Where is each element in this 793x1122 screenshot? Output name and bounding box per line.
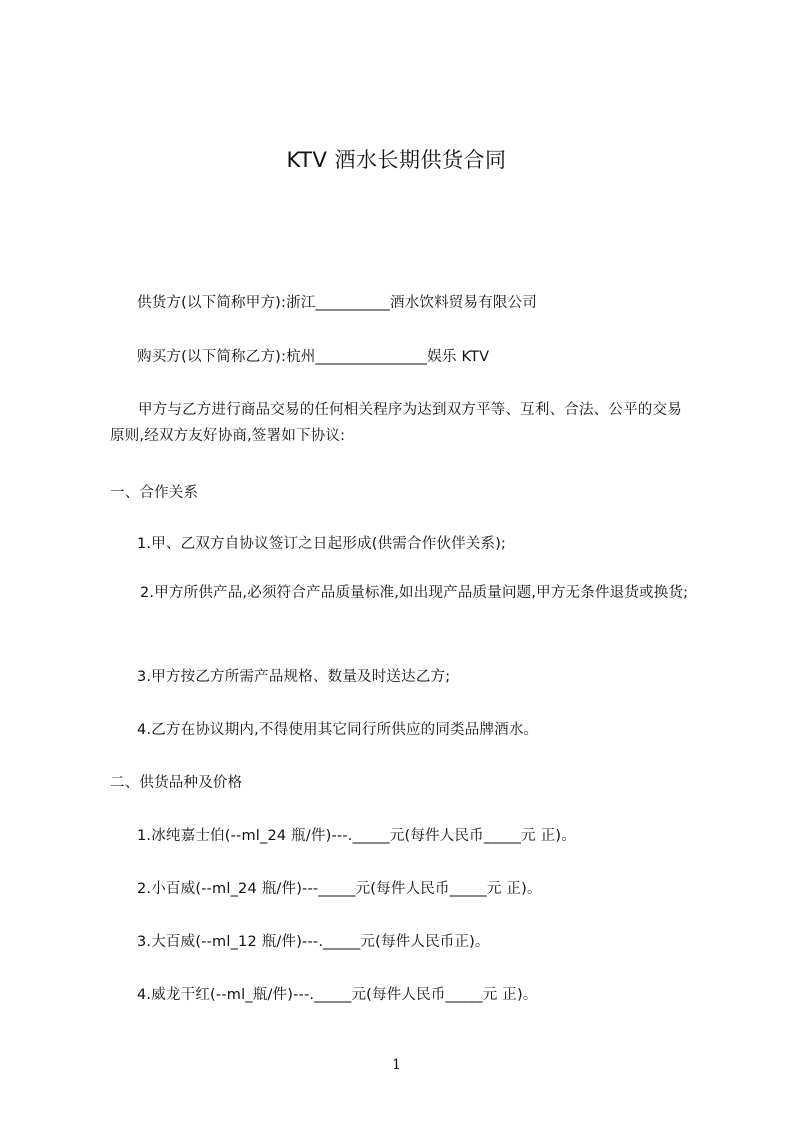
section-2-item-4: 4.威龙干红(--ml_瓶/件)---._____元(每件人民币_____元 正)。 [137,987,538,1003]
section-2-item-2: 2.小百威(--ml_24 瓶/件)---_____元(每件人民币_____元 正)。 [137,881,542,897]
section-1-item-4: 4.乙方在协议期内,不得使用其它同行所供应的同类品牌酒水。 [137,722,539,738]
page-number: 1 [392,1057,401,1073]
section-1-item-3: 3.甲方按乙方所需产品规格、数量及时送达乙方; [137,669,451,685]
section-2-item-3: 3.大百威(--ml_12 瓶/件)---._____元(每件人民币正)。 [137,934,490,950]
supplier-line: 供货方(以下简称甲方):浙江__________酒水饮料贸易有限公司 [137,295,537,311]
section-1-heading: 一、合作关系 [110,485,199,501]
section-1-item-1: 1.甲、乙双方自协议签订之日起形成(供需合作伙伴关系); [137,536,507,552]
buyer-line: 购买方(以下简称乙方):杭州_______________娱乐 KTV [137,349,490,365]
section-2-item-1: 1.冰纯嘉士伯(--ml_24 瓶/件)---._____元(每件人民币_____元 正)。 [137,828,576,844]
section-2-heading: 二、供货品种及价格 [110,775,243,791]
section-1-item-2: 2.甲方所供产品,必须符合产品质量标准,如出现产品质量问题,甲方无条件退货或换货; [140,585,689,601]
intro-paragraph: 甲方与乙方进行商品交易的任何相关程序为达到双方平等、互利、合法、公平的交易原则,经双方友好协商,签署如下协议: [110,402,682,444]
document-title: KTV 酒水长期供货合同 [286,148,507,172]
